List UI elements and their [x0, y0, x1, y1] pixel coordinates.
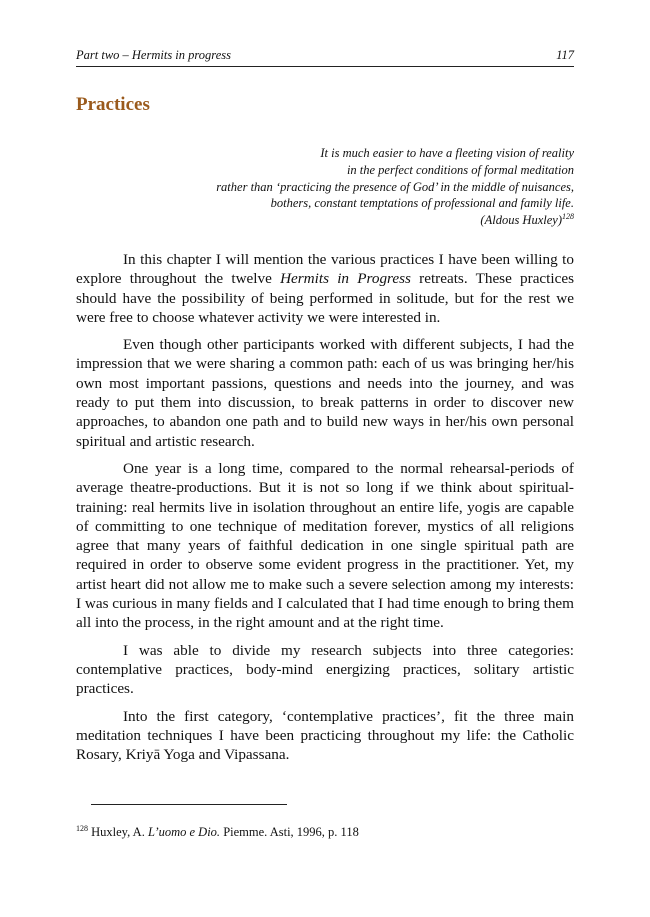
- footnote-number: 128: [76, 824, 88, 833]
- paragraph: Into the first category, ‘contemplative practices’, fit the three main meditation techniques I have been practicing throughout my life: the Catholic Rosary, Kriyā Yoga and Vipassana.: [76, 707, 574, 764]
- paragraph: One year is a long time, compared to the normal rehearsal-periods of average theatre-productions. But it is not so long if we think about spiritual-training: real hermits live in isolation throughout an entire life, yogis are capable of committing to one technique of meditation forever, mystics of all religions agree that many years of faithful dedication in one single spiritual path are required in order to observe some evident progress in the practitioner. Yet, my artist heart did not allow me to make such a severe selection among my interests: I was curious in many fields and I calculated that I had time enough to bring them all into the process, in the right amount and at the right time.: [76, 459, 574, 632]
- epigraph-attribution: [140, 212, 574, 229]
- footnote-work: L’uomo e Dio.: [147, 825, 221, 839]
- retreat-name: Hermits in Progress: [280, 270, 411, 288]
- paragraph: [76, 250, 574, 327]
- paragraph-text: In this chapter I will mention the various practices I have been willing to explore throughout the twelve: [76, 251, 574, 288]
- epigraph-line: in the perfect conditions of formal meditation: [346, 162, 574, 177]
- footnote-reference: 128: [562, 212, 574, 222]
- footnote-publication: Piemme. Asti, 1996, p. 118: [220, 825, 359, 839]
- section-title: Practices: [76, 94, 150, 115]
- epigraph-line: bothers, constant temptations of professional and family life.: [270, 196, 574, 211]
- footnote: [76, 825, 574, 840]
- epigraph-line: rather than ‘practicing the presence of God’ in the middle of nuisances,: [216, 179, 574, 194]
- paragraph: I was able to divide my research subjects into three categories: contemplative practices, body-mind energizing practices, solitary artistic practices.: [76, 641, 574, 698]
- running-title: Part two – Hermits in progress: [76, 48, 231, 62]
- paragraph: Even though other participants worked with different subjects, I had the impression that we were sharing a common path: each of us was bringing her/his own most important passions, questions and needs into the journey, and was ready to put them into discussion, to break patterns in order to discover new approaches, to abandon one path and to build new ways in her/his own personal spiritual and artistic research.: [76, 336, 574, 450]
- footnote-author: Huxley, A.: [88, 825, 148, 839]
- page-number: 117: [556, 48, 574, 62]
- epigraph: [140, 145, 574, 229]
- epigraph-line: It is much easier to have a fleeting vision of reality: [320, 146, 574, 160]
- footnote-divider: [91, 804, 287, 805]
- running-header: [76, 48, 574, 67]
- body-text: [76, 250, 574, 772]
- paragraph-text: retreats. These practices should have the possibility of being performed in solitude, but for the rest we were free to choose whatever activity we were interested in.: [76, 270, 575, 326]
- attribution-text: (Aldous Huxley): [480, 213, 562, 228]
